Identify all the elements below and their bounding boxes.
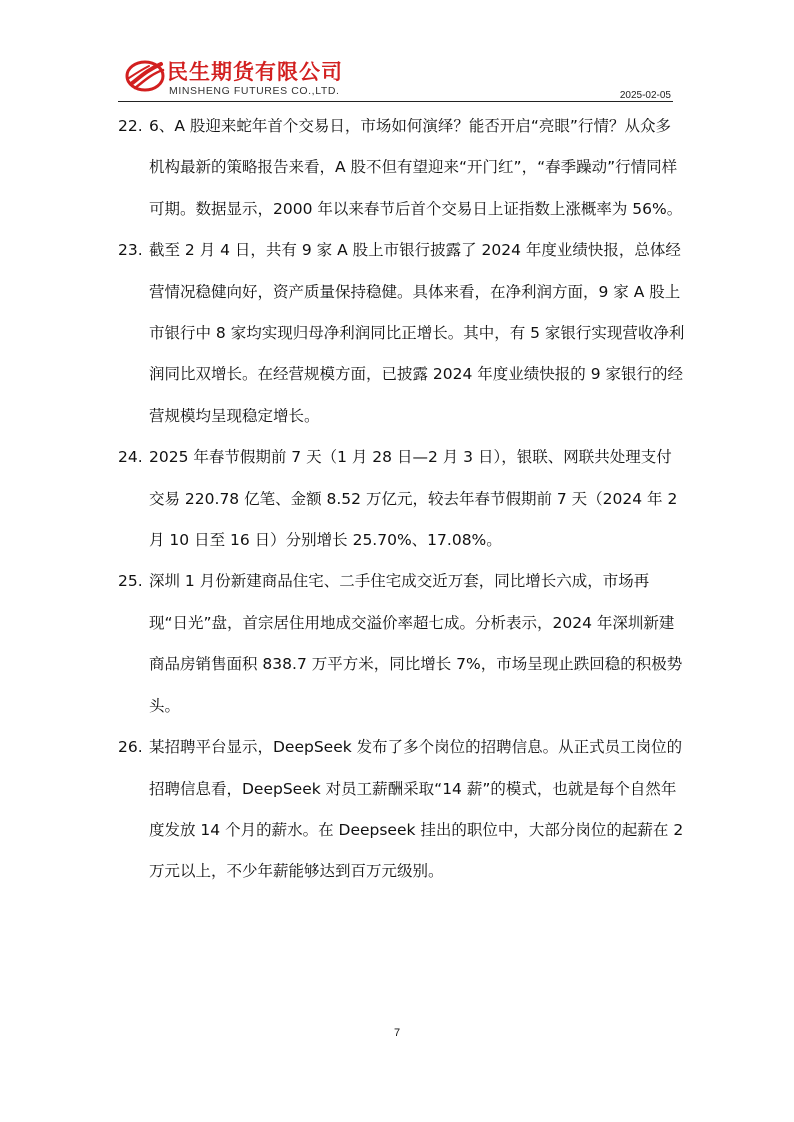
page-header xyxy=(125,52,675,102)
company-name-cn: 民生期货有限公司 xyxy=(167,60,343,84)
news-item xyxy=(118,230,686,437)
item-text: 深圳 1 月份新建商品住宅、二手住宅成交近万套，同比增长六成，市场再现“日光”盘，首宗居住用地成交溢价率超七成。分析表示，2024 年深圳新建商品房销售面积 838.7 万平方米，同比增长 7%，市场呈现止跌回稳的积极势头。 xyxy=(149,572,683,715)
item-number: 23. xyxy=(118,241,143,260)
item-number: 24. xyxy=(118,448,143,467)
item-text: 2025 年春节假期前 7 天（1 月 28 日—2 月 3 日），银联、网联共处理支付交易 220.78 亿笔、金额 8.52 万亿元，较去年春节假期前 7 天（2024 年 2 月 10 日至 16 日）分别增长 25.70%、17.08%。 xyxy=(149,448,678,550)
item-number: 25. xyxy=(118,572,143,591)
news-item xyxy=(118,106,686,230)
item-text: 某招聘平台显示，DeepSeek 发布了多个岗位的招聘信息。从正式员工岗位的招聘信息看，DeepSeek 对员工薪酬采取“14 薪”的模式，也就是每个自然年度发放 14 个月的薪水。在 Deepseek 挂出的职位中，大部分岗位的起薪在 2 万元以上，不少年薪能够达到百万元级别。 xyxy=(149,738,684,881)
news-item xyxy=(118,437,686,561)
minsheng-logo-icon xyxy=(125,58,165,92)
page-number: 7 xyxy=(393,1027,401,1039)
item-text: 截至 2 月 4 日，共有 9 家 A 股上市银行披露了 2024 年度业绩快报，总体经营情况稳健向好，资产质量保持稳健。具体来看，在净利润方面，9 家 A 股上市银行中 8 家均实现归母净利润同比正增长。其中，有 5 家银行实现营收净利润同比双增长。在经营规模方面，已披露 2024 年度业绩快报的 9 家银行的经营规模均呈现稳定增长。 xyxy=(149,241,685,425)
report-date: 2025-02-05 xyxy=(619,90,671,101)
news-item xyxy=(118,561,686,727)
news-item xyxy=(118,727,686,893)
item-number: 26. xyxy=(118,738,143,757)
news-list xyxy=(118,106,686,893)
item-number: 22. xyxy=(118,117,143,135)
header-divider xyxy=(118,101,673,102)
item-text: 6、A 股迎来蛇年首个交易日，市场如何演绎？能否开启“亮眼”行情？从众多机构最新的策略报告来看，A 股不但有望迎来“开门红”，“春季躁动”行情同样可期。数据显示，2000 年以来春节后首个交易日上证指数上涨概率为 56%。 xyxy=(149,117,683,218)
company-name-en: MINSHENG FUTURES CO.,LTD. xyxy=(169,85,340,97)
